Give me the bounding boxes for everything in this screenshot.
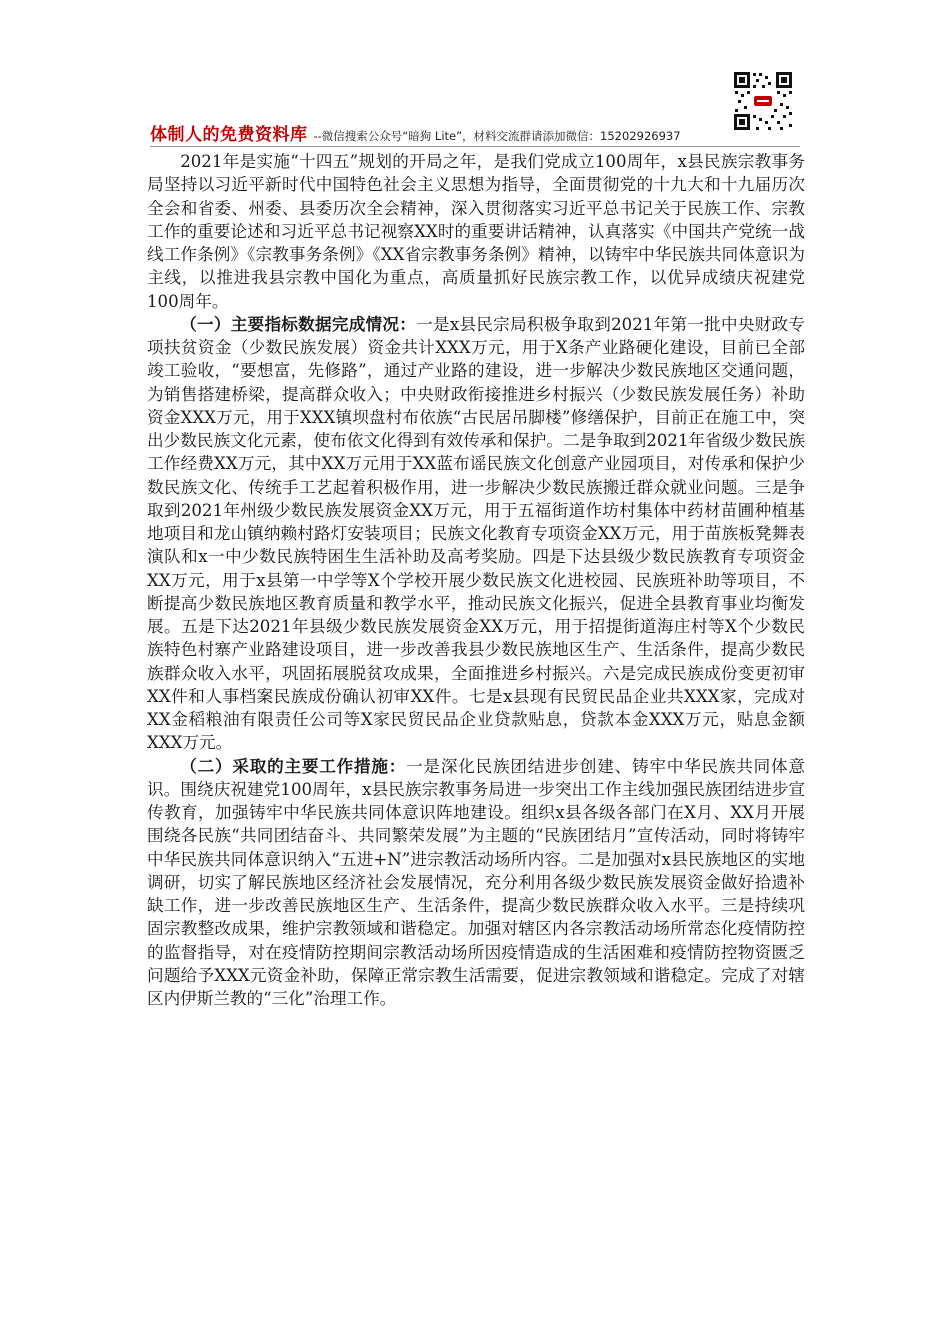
paragraph-lead: （一）主要指标数据完成情况： xyxy=(180,313,417,334)
paragraph-text: 一是深化民族团结进步创建、铸牢中华民族共同体意识。围绕庆祝建党100周年，x县民族宗教事务局进一步突出工作主线加强民族团结进步宣传教育，加强铸牢中华民族共同体意识阵地建设。组织x县各级各部门在X月、XX月开展围绕各民族“共同团结奋斗、共同繁荣发展”为主题的“民族团结月”宣传活动，同时将铸牢中华民族共同体意识纳入“五进+N”进宗教活动场所内容。二是加强对x县民族地区的实地调研，切实了解民族地区经济社会发展情况，充分利用各级少数民族发展资金做好拾遗补缺工作，进一步改善民族地区生产、生活条件，提高少数民族群众收入水平。三是持续巩固宗教整改成果，维护宗教领域和谐稳定。加强对辖区内各宗教活动场所常态化疫情防控的监督指导，对在疫情防控期间宗教活动场所因疫情造成的生活困难和疫情防控物资匮乏问题给予XXX元资金补助，保障正常宗教生活需要，促进宗教领域和谐稳定。完成了对辖区内伊斯兰教的“三化”治理工作。 xyxy=(147,756,806,1008)
brand-title: 体制人的免费资料库 xyxy=(150,125,308,145)
page-header xyxy=(150,120,800,148)
paragraph-intro xyxy=(147,150,805,313)
header-divider xyxy=(150,146,800,147)
paragraph-indicators xyxy=(147,313,805,755)
paragraph-lead: （二）采取的主要工作措施： xyxy=(180,755,407,776)
paragraph-text: 2021年是实施“十四五”规划的开局之年，是我们党成立100周年，x县民族宗教事务局坚持以习近平新时代中国特色社会主义思想为指导，全面贯彻党的十九大和十九届历次全会和省委、州委、县委历次全会精神，深入贯彻落实习近平总书记关于民族工作、宗教工作的重要论述和习近平总书记视察XX时的重要讲话精神，认真落实《中国共产党统一战线工作条例》《宗教事务条例》《XX省宗教事务条例》精神，以铸牢中华民族共同体意识为主线，以推进我县宗教中国化为重点，高质量抓好民族宗教工作，以优异成绩庆祝建党100周年。 xyxy=(147,152,805,311)
paragraph-text: 一是x县民宗局积极争取到2021年第一批中央财政专项扶贫资金（少数民族发展）资金共计XXX万元，用于X条产业路硬化建设，目前已全部竣工验收，“要想富，先修路”，通过产业路的建设，进一步解决少数民族地区交通问题，为销售搭建桥梁，提高群众收入；中央财政衔接推进乡村振兴（少数民族发展任务）补助资金XXX万元，用于XXX镇坝盘村布依族“古民居吊脚楼”修缮保护，目前正在施工中，突出少数民族文化元素，使布依文化得到有效传承和保护。二是争取到2021年省级少数民族工作经费XX万元，其中XX万元用于XX蓝布谣民族文化创意产业园项目，对传承和保护少数民族文化、传统手工艺起着积极作用，进一步解决少数民族搬迁群众就业问题。三是争取到2021年州级少数民族发展资金XX万元，用于五福街道作坊村集体中药材苗圃种植基地项目和龙山镇纳赖村路灯安装项目；民族文化教育专项资金XX万元，用于苗族板凳舞表演队和x一中少数民族特困生生活补助及高考奖励。四是下达县级少数民族教育专项资金XX万元，用于x县第一中学等X个学校开展少数民族文化进校园、民族班补助等项目，不断提高少数民族地区教育质量和教学水平，推动民族文化振兴，促进全县教育事业均衡发展。五是下达2021年县级少数民族发展资金XX万元，用于招提街道海庄村等X个少数民族特色村寨产业路建设项目，进一步改善我县少数民族地区生产、生活条件，提高少数民族群众收入水平，巩固拓展脱贫攻成果，全面推进乡村振兴。六是完成民族成份变更初审XX件和人事档案民族成份确认初审XX件。七是x县现有民贸民品企业共XXX家，完成对XX金稻粮油有限责任公司等X家民贸民品企业贷款贴息，贷款本金XXX万元，贴息金额XXX万元。 xyxy=(147,314,806,753)
header-tagline: --微信搜索公众号“暗狗 Lite”，材料交流群请添加微信：15202926937 xyxy=(313,129,681,143)
document-body xyxy=(147,150,805,1010)
paragraph-measures xyxy=(147,755,805,1011)
